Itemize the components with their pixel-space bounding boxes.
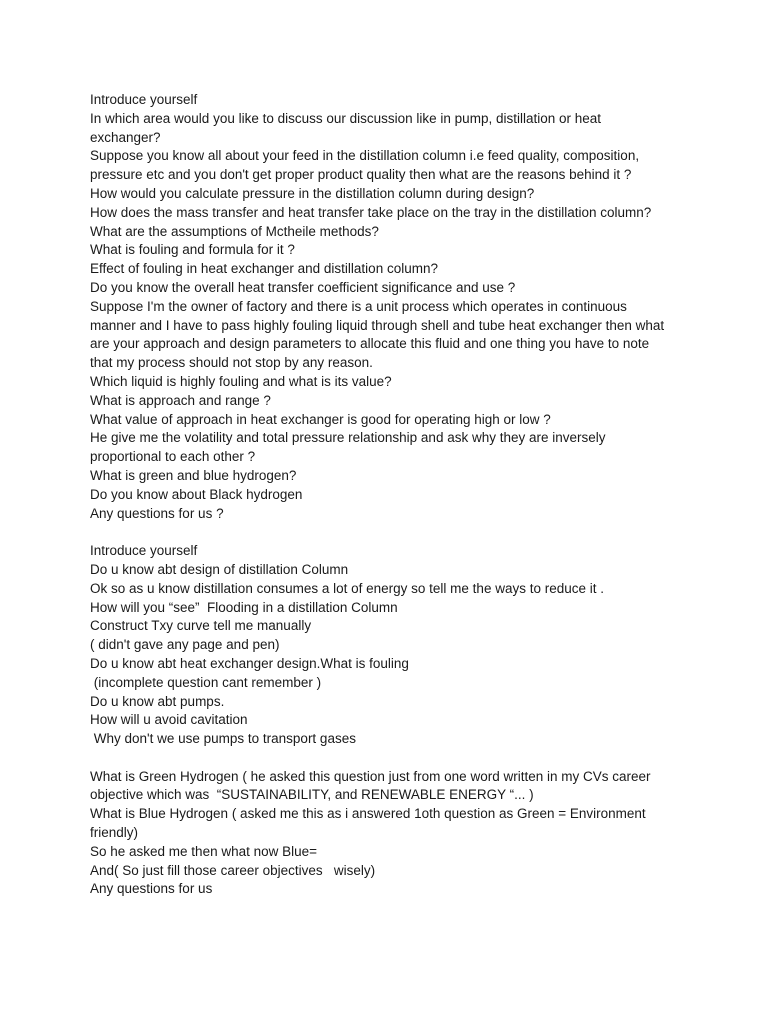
text-line: Suppose I'm the owner of factory and there is a unit process which operates in continuous [90,298,627,314]
paragraph-gap [90,523,690,542]
text-line: Introduce yourself [90,92,198,107]
text-line: ( didn't gave any page and pen) [90,637,280,653]
text-line: Do you know about Black hydrogen [90,486,303,502]
text-line: friendly) [90,825,139,841]
text-line: pressure etc and you don't get proper product quality then what are the reasons behind it ? [90,167,632,183]
text-line: How would you calculate pressure in the distillation column during design? [90,185,535,201]
section-2 [90,542,690,749]
text-line: What is approach and range ? [90,392,271,408]
text-line: What is fouling and formula for it ? [90,242,295,258]
text-line: Introduce yourself [90,543,198,559]
text-line: What are the assumptions of Mctheile methods? [90,223,379,239]
paragraph-gap [90,749,690,768]
text-line: Any questions for us ? [90,505,224,521]
text-line: Ok so as u know distillation consumes a lot of energy so tell me the ways to reduce it . [90,580,604,596]
text-line: Suppose you know all about your feed in the distillation column i.e feed quality, composition, [90,148,640,164]
text-line: are your approach and design parameters to allocate this fluid and one thing you have to note [90,336,650,352]
text-line: (incomplete question cant remember ) [90,674,322,690]
text-line: How does the mass transfer and heat transfer take place on the tray in the distillation column? [90,204,652,220]
text-line: So he asked me then what now Blue= [90,843,318,859]
text-line: Construct Txy curve tell me manually [90,618,312,634]
text-line: What is Green Hydrogen ( he asked this question just from one word written in my CVs career [90,768,651,784]
text-line: What is green and blue hydrogen? [90,467,297,483]
text-line: In which area would you like to discuss our discussion like in pump, distillation or heat [90,110,602,126]
text-line: Why don't we use pumps to transport gases [90,731,356,747]
text-line: Any questions for us [90,881,213,897]
text-line: objective which was “SUSTAINABILITY, and RENEWABLE ENERGY “... ) [90,787,534,803]
text-line: exchanger? [90,129,161,145]
text-line: How will u avoid cavitation [90,712,248,728]
text-line: What value of approach in heat exchanger is good for operating high or low ? [90,411,551,427]
section-1 [90,91,690,523]
text-line: Do u know abt heat exchanger design.What is fouling [90,655,409,671]
text-line: Do u know abt pumps. [90,693,225,709]
text-line: Effect of fouling in heat exchanger and distillation column? [90,261,438,277]
text-line: What is Blue Hydrogen ( asked me this as i answered 1oth question as Green = Environment [90,806,646,822]
text-line: Which liquid is highly fouling and what is its value? [90,373,392,389]
text-line: Do u know abt design of distillation Column [90,561,349,577]
text-line: Do you know the overall heat transfer coefficient significance and use ? [90,279,516,295]
text-line: proportional to each other ? [90,449,256,465]
text-line: He give me the volatility and total pressure relationship and ask why they are inversely [90,430,606,446]
text-line: And( So just fill those career objectives wisely) [90,862,376,878]
text-line: How will you “see” Flooding in a distillation Column [90,599,398,615]
text-line: that my process should not stop by any reason. [90,355,373,371]
text-line: manner and I have to pass highly fouling liquid through shell and tube heat exchanger then what [90,317,665,333]
section-3 [90,768,690,900]
document-text [90,91,690,899]
